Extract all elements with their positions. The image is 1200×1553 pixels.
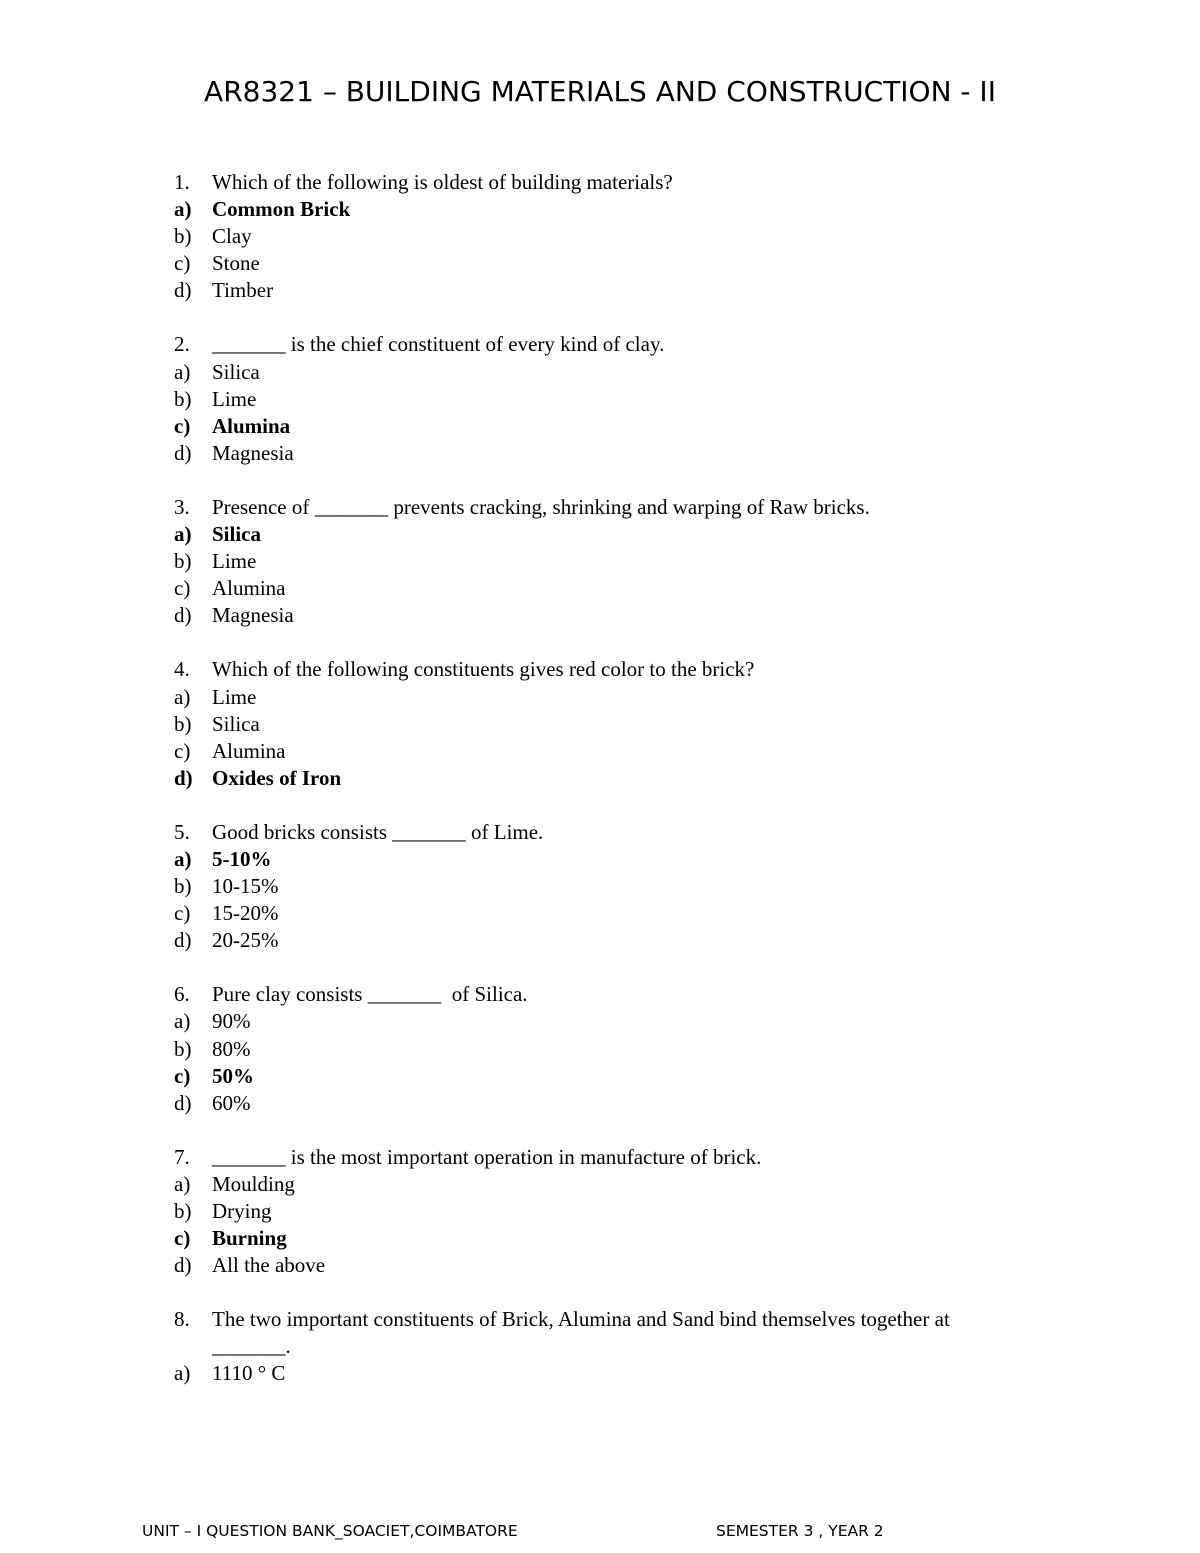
spacer bbox=[174, 954, 1074, 981]
option-label: a) bbox=[174, 684, 191, 709]
question-number: 3. bbox=[174, 494, 190, 519]
option-answer bbox=[174, 413, 1074, 440]
option bbox=[174, 277, 1074, 304]
option-label: c) bbox=[174, 251, 191, 276]
option-label: a) bbox=[174, 846, 192, 871]
option-label: b) bbox=[174, 1199, 192, 1223]
option bbox=[174, 1008, 1074, 1035]
option-text: Magnesia bbox=[212, 440, 294, 465]
option-text: Silica bbox=[212, 522, 262, 547]
option bbox=[174, 1360, 1074, 1387]
option bbox=[174, 386, 1074, 413]
option-text: 1110 ° C bbox=[212, 1361, 286, 1386]
option-label: b) bbox=[174, 549, 192, 574]
option-answer bbox=[174, 1063, 1074, 1090]
question-8 bbox=[174, 1306, 1074, 1333]
option-text: Burning bbox=[212, 1226, 287, 1251]
option bbox=[174, 711, 1074, 738]
option-text: 10-15% bbox=[212, 874, 279, 899]
option-label: d) bbox=[174, 603, 192, 628]
spacer bbox=[174, 304, 1074, 331]
option-text: 15-20% bbox=[212, 901, 279, 926]
option-label: a) bbox=[174, 522, 192, 547]
question-text: Presence of _______ prevents cracking, shrinking and warping of Raw bricks. bbox=[212, 494, 870, 519]
question-4 bbox=[174, 656, 1074, 683]
option-answer bbox=[174, 196, 1074, 223]
option-text: 90% bbox=[212, 1009, 251, 1034]
option-text: Alumina bbox=[212, 738, 286, 763]
option-text: 80% bbox=[212, 1036, 251, 1061]
question-7 bbox=[174, 1144, 1074, 1171]
option-text: Oxides of Iron bbox=[212, 765, 342, 790]
option-text: Alumina bbox=[212, 413, 291, 438]
option-text: Silica bbox=[212, 711, 260, 736]
option-label: b) bbox=[174, 711, 192, 736]
option-label: a) bbox=[174, 359, 191, 384]
option-text: Lime bbox=[212, 386, 257, 411]
option-label: d) bbox=[174, 278, 192, 303]
option-text: 5-10% bbox=[212, 846, 272, 871]
option-label: d) bbox=[174, 1090, 192, 1115]
option bbox=[174, 602, 1074, 629]
option-text: Drying bbox=[212, 1199, 272, 1223]
option-label: c) bbox=[174, 413, 191, 438]
option bbox=[174, 684, 1074, 711]
option-label: c) bbox=[174, 738, 191, 763]
question-number: 4. bbox=[174, 657, 190, 682]
question-number: 2. bbox=[174, 332, 190, 357]
document-title: AR8321 – BUILDING MATERIALS AND CONSTRUCTION - II bbox=[204, 75, 996, 108]
option-label: d) bbox=[174, 765, 193, 790]
option-text: 60% bbox=[212, 1090, 251, 1115]
option bbox=[174, 900, 1074, 927]
question-text: Which of the following is oldest of building materials? bbox=[212, 170, 673, 194]
option-answer bbox=[174, 521, 1074, 548]
question-1 bbox=[174, 169, 1074, 196]
option-text: Common Brick bbox=[212, 197, 351, 222]
option bbox=[174, 927, 1074, 954]
question-text: _______ is the chief constituent of every kind of clay. bbox=[212, 332, 665, 357]
option-label: a) bbox=[174, 1171, 191, 1196]
option-text: All the above bbox=[212, 1253, 326, 1278]
option-text: Timber bbox=[212, 278, 274, 303]
question-text: The two important constituents of Brick, Alumina and Sand bind themselves together at bbox=[212, 1307, 950, 1332]
question-number: 6. bbox=[174, 982, 190, 1007]
option bbox=[174, 873, 1074, 900]
option bbox=[174, 250, 1074, 277]
option-label: a) bbox=[174, 197, 192, 222]
question-list bbox=[174, 169, 1074, 1388]
question-text: Good bricks consists _______ of Lime. bbox=[212, 819, 544, 844]
question-6 bbox=[174, 981, 1074, 1008]
question-text: _______ is the most important operation in manufacture of brick. bbox=[212, 1144, 762, 1169]
option-label: c) bbox=[174, 901, 191, 926]
spacer bbox=[174, 629, 1074, 656]
option-text: Magnesia bbox=[212, 603, 294, 628]
spacer bbox=[174, 1117, 1074, 1144]
question-2 bbox=[174, 331, 1074, 358]
option-label: b) bbox=[174, 1036, 192, 1061]
question-3 bbox=[174, 494, 1074, 521]
question-text: Pure clay consists _______ of Silica. bbox=[212, 982, 528, 1007]
question-8-continued bbox=[174, 1333, 1074, 1360]
option-label: d) bbox=[174, 1253, 192, 1278]
question-text-continued: _______. bbox=[212, 1334, 291, 1359]
spacer bbox=[174, 467, 1074, 494]
question-number: 7. bbox=[174, 1144, 190, 1169]
option bbox=[174, 548, 1074, 575]
question-number: 8. bbox=[174, 1307, 190, 1332]
option-text: Moulding bbox=[212, 1171, 295, 1196]
option-label: d) bbox=[174, 440, 192, 465]
option bbox=[174, 1090, 1074, 1117]
option bbox=[174, 440, 1074, 467]
option bbox=[174, 1171, 1074, 1198]
option-text: 50% bbox=[212, 1063, 254, 1088]
question-number: 5. bbox=[174, 819, 190, 844]
option-text: Silica bbox=[212, 359, 260, 384]
option-label: b) bbox=[174, 874, 192, 899]
option-label: d) bbox=[174, 928, 192, 953]
option-answer bbox=[174, 765, 1074, 792]
option-text: Lime bbox=[212, 684, 257, 709]
option-text: Lime bbox=[212, 549, 257, 574]
option bbox=[174, 1252, 1074, 1279]
option-label: c) bbox=[174, 1063, 191, 1088]
option bbox=[174, 575, 1074, 602]
footer-right-text: SEMESTER 3 , YEAR 2 bbox=[716, 1522, 884, 1540]
option-label: c) bbox=[174, 576, 191, 601]
option bbox=[174, 738, 1074, 765]
option bbox=[174, 1198, 1074, 1225]
option-label: a) bbox=[174, 1009, 191, 1034]
option-answer bbox=[174, 1225, 1074, 1252]
option-text: Clay bbox=[212, 224, 252, 249]
spacer bbox=[174, 792, 1074, 819]
spacer bbox=[174, 1279, 1074, 1306]
option-text: 20-25% bbox=[212, 928, 279, 953]
question-text: Which of the following constituents gives red color to the brick? bbox=[212, 657, 755, 682]
option-text: Alumina bbox=[212, 576, 286, 601]
option bbox=[174, 1036, 1074, 1063]
option bbox=[174, 223, 1074, 250]
option bbox=[174, 359, 1074, 386]
footer-left-text: UNIT – I QUESTION BANK_SOACIET,COIMBATORE bbox=[142, 1522, 518, 1540]
question-number: 1. bbox=[174, 170, 190, 194]
question-5 bbox=[174, 819, 1074, 846]
option-label: b) bbox=[174, 224, 192, 249]
option-label: a) bbox=[174, 1361, 191, 1386]
option-label: c) bbox=[174, 1226, 191, 1251]
option-label: b) bbox=[174, 386, 192, 411]
option-text: Stone bbox=[212, 251, 260, 276]
option-answer bbox=[174, 846, 1074, 873]
